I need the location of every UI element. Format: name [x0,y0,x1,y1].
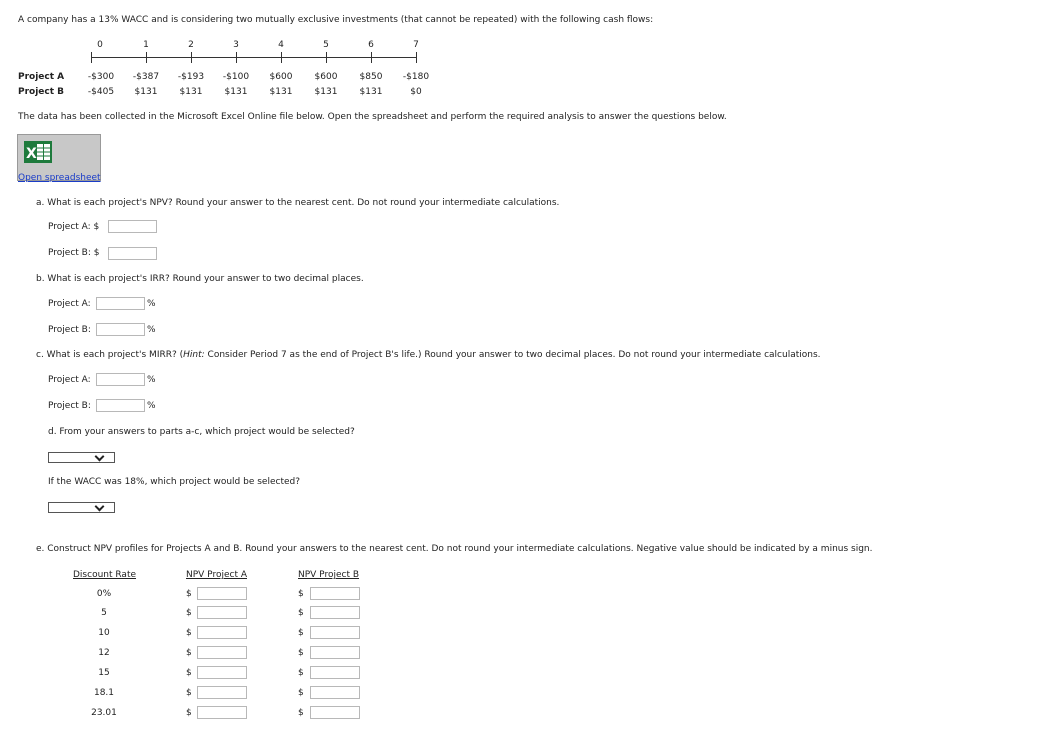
dollar-sign: $ [298,608,304,618]
irr-b-input[interactable] [96,323,145,336]
npv-b-profile-input[interactable] [310,626,360,639]
cash-flow-cell: $131 [359,87,383,97]
open-spreadsheet-link[interactable]: Open spreadsheet [18,173,101,183]
dollar-sign: $ [186,608,192,618]
timeline-period: 1 [143,40,149,50]
question-a-prompt: a. What is each project's NPV? Round your answer to the nearest cent. Do not round your intermediate calculations. [36,198,560,208]
timeline-tick [416,52,417,63]
percent-sign: % [147,375,156,385]
cash-flow-cell: -$300 [87,72,115,82]
npv-a-profile-input[interactable] [197,587,247,600]
timeline-tick [281,52,282,63]
discount-rate: 12 [98,648,110,658]
timeline-axis [91,57,417,58]
npv-a-input[interactable] [108,220,157,233]
npv-a-profile-input[interactable] [197,606,247,619]
timeline-period: 4 [278,40,284,50]
svg-text:X: X [26,146,37,162]
npv-b-profile-input[interactable] [310,587,360,600]
timeline-period: 3 [233,40,239,50]
question-c-hint-text: Consider Period 7 as the end of Project B's life.) Round your answer to two decimal places. Do not round your intermediate calculations. [204,350,821,360]
dollar-sign: $ [298,668,304,678]
project-b-label: Project B [18,87,65,97]
npv-b-profile-input[interactable] [310,706,360,719]
dollar-sign: $ [298,708,304,718]
question-c-text: c. What is each project's MIRR? ( [36,350,184,360]
npv-b-profile-input[interactable] [310,606,360,619]
npv-b-profile-input[interactable] [310,646,360,659]
timeline-tick [146,52,147,63]
cash-flow-cell: $600 [269,72,293,82]
dollar-sign: $ [298,628,304,638]
dollar-sign: $ [186,688,192,698]
npv-a-profile-input[interactable] [197,666,247,679]
npv-b-profile-input[interactable] [310,666,360,679]
excel-icon [24,141,52,163]
question-b-prompt: b. What is each project's IRR? Round your answer to two decimal places. [36,274,364,284]
chevron-down-icon [95,452,105,462]
header-discount-rate: Discount Rate [73,570,137,580]
npv-b-input[interactable] [108,247,157,260]
chevron-down-icon [95,502,105,512]
mirr-a-label: Project A: [48,375,91,385]
cash-flow-cell: -$180 [402,72,430,82]
discount-rate: 23.01 [91,708,117,718]
irr-a-input[interactable] [96,297,145,310]
timeline-period: 6 [368,40,374,50]
cash-flow-cell: -$100 [222,72,250,82]
cash-flow-cell: $131 [269,87,293,97]
project-a-label: Project A [18,72,65,82]
problem-intro: A company has a 13% WACC and is considering two mutually exclusive investments (that cannot be repeated) with the following cash flows: [18,15,654,25]
cash-flow-cell: $131 [314,87,338,97]
timeline-tick [236,52,237,63]
timeline-tick [91,52,92,63]
npv-a-profile-input[interactable] [197,686,247,699]
npv-b-profile-input[interactable] [310,686,360,699]
irr-b-label: Project B: [48,325,91,335]
data-note: The data has been collected in the Microsoft Excel Online file below. Open the spreadsheet and perform the required analysis to answer the questions below. [18,112,727,122]
cash-flow-cell: $600 [314,72,338,82]
dollar-sign: $ [186,628,192,638]
dollar-sign: $ [186,668,192,678]
irr-a-label: Project A: [48,299,91,309]
timeline-period: 0 [97,40,103,50]
question-d-followup: If the WACC was 18%, which project would be selected? [48,477,300,487]
cash-flow-cell: $850 [359,72,383,82]
hint-label: Hint: [183,350,205,360]
timeline-period: 7 [413,40,419,50]
mirr-b-label: Project B: [48,401,91,411]
cash-flow-cell: $0 [410,87,422,97]
timeline-period: 5 [323,40,329,50]
dollar-sign: $ [186,589,192,599]
timeline-tick [371,52,372,63]
question-c-prompt [36,350,821,360]
percent-sign: % [147,299,156,309]
dollar-sign: $ [298,648,304,658]
cash-flow-cell: $131 [134,87,158,97]
timeline-tick [326,52,327,63]
discount-rate: 5 [101,608,107,618]
cash-flow-cell: -$405 [87,87,115,97]
cash-flow-cell: -$387 [132,72,160,82]
dollar-sign: $ [298,688,304,698]
discount-rate: 18.1 [93,688,115,698]
dollar-sign: $ [298,589,304,599]
discount-rate: 10 [98,628,110,638]
timeline-tick [191,52,192,63]
discount-rate: 15 [98,668,110,678]
project-select-dropdown-18[interactable] [48,502,115,513]
question-e-prompt: e. Construct NPV profiles for Projects A and B. Round your answers to the nearest cent. Do not round your intermediate calculations. Negative value should be indicated by a minus sign. [36,544,873,554]
question-d-prompt: d. From your answers to parts a-c, which project would be selected? [48,427,355,437]
mirr-b-input[interactable] [96,399,145,412]
npv-b-label: Project B: $ [48,248,100,258]
dollar-sign: $ [186,648,192,658]
cash-flow-cell: -$193 [177,72,205,82]
npv-a-profile-input[interactable] [197,706,247,719]
header-npv-b: NPV Project B [298,570,360,580]
npv-a-profile-input[interactable] [197,626,247,639]
cash-flow-cell: $131 [179,87,203,97]
discount-rate: 0% [96,589,112,599]
cash-flow-cell: $131 [224,87,248,97]
dollar-sign: $ [186,708,192,718]
npv-a-profile-input[interactable] [197,646,247,659]
percent-sign: % [147,401,156,411]
npv-a-label: Project A: $ [48,222,100,232]
header-npv-a: NPV Project A [186,570,247,580]
percent-sign: % [147,325,156,335]
timeline-period: 2 [188,40,194,50]
mirr-a-input[interactable] [96,373,145,386]
project-select-dropdown[interactable] [48,452,115,463]
